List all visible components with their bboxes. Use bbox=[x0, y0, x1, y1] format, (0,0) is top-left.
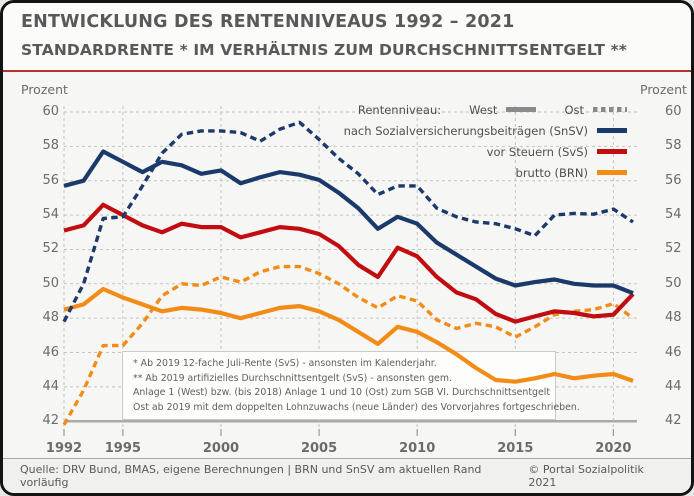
y-tick-label-l-48: 48 bbox=[42, 310, 59, 326]
legend-entry-label-1: vor Steuern (SvS) bbox=[486, 144, 588, 159]
y-tick-label-l-50: 50 bbox=[42, 275, 59, 291]
legend-row-1 bbox=[487, 144, 627, 159]
y-tick-label-r-42: 42 bbox=[665, 413, 682, 429]
footnote-line-4: Ost ab 2019 mit dem doppelten Lohnzuwachs (neue Länder) des Vorvorjahres fortgeschrieben. bbox=[133, 401, 580, 413]
y-tick-label-r-60: 60 bbox=[665, 104, 682, 119]
legend-intro-label: Rentenniveau: bbox=[357, 102, 442, 117]
legend-key-row bbox=[358, 102, 627, 117]
y-tick-label-l-42: 42 bbox=[42, 413, 59, 429]
x-tick-label-2010: 2010 bbox=[399, 441, 436, 456]
chart-series-lines bbox=[3, 3, 694, 496]
x-tick-label-2005: 2005 bbox=[300, 441, 338, 456]
source-bar bbox=[3, 458, 691, 493]
legend-entry-swatch-0 bbox=[597, 128, 627, 133]
y-tick-label-l-60: 60 bbox=[42, 104, 59, 119]
footnote-line-2: ** Ab 2019 artifizielles Durchschnittsentgelt (SvS) - ansonsten gem. bbox=[133, 372, 452, 384]
x-tick-label-1992: 1992 bbox=[45, 441, 83, 456]
chart-legend bbox=[344, 102, 627, 180]
y-tick-label-r-54: 54 bbox=[665, 207, 682, 223]
y-tick-label-l-52: 52 bbox=[42, 241, 59, 257]
y-axis-title-left: Prozent bbox=[21, 82, 68, 97]
footnote-line-3: Anlage 1 (West) bzw. (bis 2018) Anlage 1 und 10 (Ost) zum SGB VI. Durchschnittsentgelt bbox=[133, 387, 551, 399]
legend-variant-label-west: West bbox=[469, 102, 498, 117]
y-axis-title-right: Prozent bbox=[640, 82, 687, 97]
y-tick-label-r-50: 50 bbox=[665, 275, 682, 291]
x-tick-label-2020: 2020 bbox=[595, 441, 632, 456]
copyright-text: © Portal Sozialpolitik 2021 bbox=[528, 463, 644, 489]
legend-entry-swatch-1 bbox=[597, 149, 627, 154]
legend-swatch-ost bbox=[593, 107, 627, 112]
legend-row-2 bbox=[516, 165, 627, 180]
y-tick-label-l-54: 54 bbox=[42, 207, 59, 223]
x-tick-label-2000: 2000 bbox=[202, 441, 240, 456]
legend-entry-label-0: nach Sozialversicherungsbeiträgen (SnSV) bbox=[343, 123, 588, 138]
y-tick-label-l-58: 58 bbox=[42, 138, 59, 154]
series-line-brn_west bbox=[64, 289, 633, 382]
legend-row-0 bbox=[344, 123, 627, 138]
legend-entry-swatch-2 bbox=[597, 170, 627, 175]
series-line-brn_ost bbox=[64, 267, 633, 425]
legend-swatch-west bbox=[506, 107, 536, 112]
x-tick-label-2015: 2015 bbox=[497, 441, 534, 456]
y-tick-label-l-56: 56 bbox=[42, 172, 59, 188]
y-tick-label-r-48: 48 bbox=[665, 310, 682, 326]
y-tick-label-l-46: 46 bbox=[42, 344, 59, 360]
legend-entry-label-2: brutto (BRN) bbox=[515, 165, 588, 180]
y-tick-label-r-44: 44 bbox=[665, 378, 682, 394]
y-tick-label-r-46: 46 bbox=[665, 344, 682, 360]
y-tick-label-r-52: 52 bbox=[665, 241, 682, 257]
chart-title: ENTWICKLUNG DES RENTENNIVEAUS 1992 – 2021 bbox=[21, 12, 515, 32]
source-text: Quelle: DRV Bund, BMAS, eigene Berechnungen | BRN und SnSV am aktuellen Rand vorläufig bbox=[20, 463, 482, 489]
footnote-line-1: * Ab 2019 12-fache Juli-Rente (SvS) - ansonsten im Kalenderjahr. bbox=[133, 358, 437, 369]
y-tick-label-l-44: 44 bbox=[42, 378, 59, 394]
chart-subtitle: STANDARDRENTE * IM VERHÄLTNIS ZUM DURCHSCHNITTSENTGELT ** bbox=[21, 41, 627, 59]
y-tick-label-r-58: 58 bbox=[665, 138, 682, 154]
y-tick-label-r-56: 56 bbox=[665, 172, 682, 188]
x-tick-label-1995: 1995 bbox=[104, 441, 141, 456]
legend-variant-label-ost: Ost bbox=[564, 102, 584, 117]
series-line-svs_west bbox=[64, 205, 633, 322]
